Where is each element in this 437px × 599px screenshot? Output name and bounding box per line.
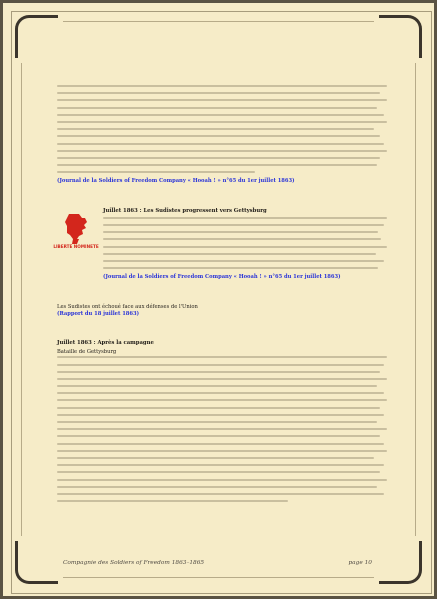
fist-logo-icon [53, 208, 99, 250]
fourth-section [57, 340, 387, 502]
section-spacer-3 [57, 318, 387, 330]
second-section-text [57, 208, 387, 282]
document-content [53, 85, 387, 507]
bottom-border-line [63, 577, 374, 578]
right-border-line [415, 63, 416, 536]
fourth-section-heading: Juillet 1863 : Après la campagne [57, 339, 154, 346]
second-section-heading: Juillet 1863 : Les Sudistes progressent vers Gettysburg [103, 207, 267, 214]
third-section-link[interactable]: (Rapport du 18 juillet 1863) [57, 310, 140, 317]
third-section [57, 304, 387, 318]
corner-ornament-bottom-left [15, 541, 58, 584]
first-section [57, 85, 387, 186]
third-section-heading: Les Sudistes ont échoué face aux défenses de l'Union [57, 303, 198, 310]
section-spacer [57, 186, 387, 198]
first-section-link[interactable]: (Journal de la Soldiers of Freedom Company « Hooah ! » n°65 du 1er juillet 1863) [57, 178, 295, 185]
corner-ornament-top-right [379, 15, 422, 58]
corner-ornament-top-left [15, 15, 58, 58]
first-section-body [57, 85, 387, 173]
fourth-section-subheading: Bataille de Gettysburg [57, 349, 117, 356]
second-section-link[interactable]: (Journal de la Soldiers of Freedom Company « Hooah ! » n°65 du 1er juillet 1863) [103, 274, 341, 281]
section-spacer-2 [57, 282, 387, 294]
left-border-line [21, 63, 22, 536]
footer-left-text: Compagnie des Soldiers of Freedom 1863–1865 [63, 560, 205, 566]
corner-ornament-bottom-right [379, 541, 422, 584]
second-section [53, 207, 387, 282]
top-border-line [63, 21, 374, 22]
logo-label: LIBERTE NOMINETE [53, 243, 99, 249]
page-number: page 10 [348, 560, 372, 566]
fourth-section-body [57, 356, 387, 502]
second-section-body [103, 217, 387, 269]
